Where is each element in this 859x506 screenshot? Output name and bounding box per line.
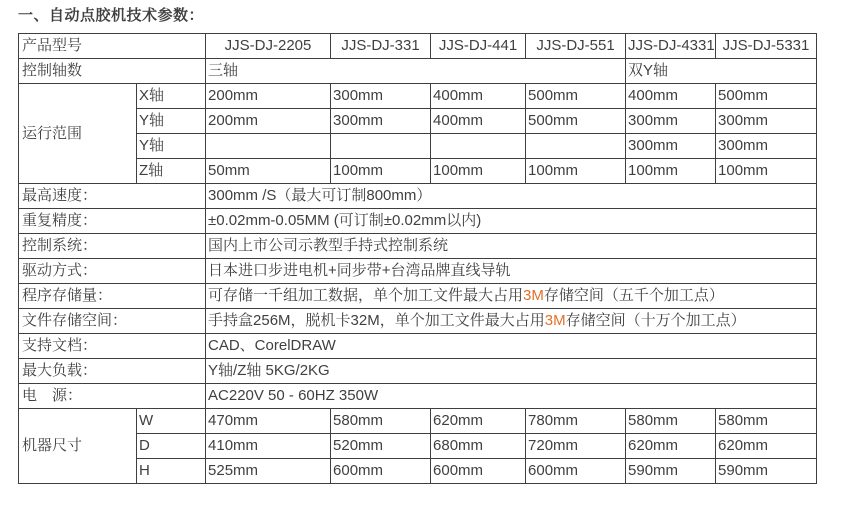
max-load-value: Y轴/Z轴 5KG/2KG: [206, 359, 817, 384]
table-row-models: [19, 34, 817, 59]
page-title: 一、自动点胶机技术参数：: [18, 7, 205, 24]
row-label-file-storage: 文件存储空间：: [19, 309, 206, 334]
model-header: JJS-DJ-4331: [626, 34, 716, 59]
program-storage-value: [206, 284, 817, 309]
range-value: 300mm: [331, 84, 431, 109]
table-row-axes: [19, 59, 817, 84]
size-value: 600mm: [526, 459, 626, 484]
table-row-range-z: [19, 159, 817, 184]
range-value: 500mm: [526, 84, 626, 109]
size-value: 410mm: [206, 434, 331, 459]
program-storage-highlight: 3M: [523, 287, 544, 304]
max-speed-value: 300mm /S（最大可订制800mm）: [206, 184, 817, 209]
model-header: JJS-DJ-331: [331, 34, 431, 59]
axis-sublabel: X轴: [137, 84, 206, 109]
dimension-sublabel: D: [137, 434, 206, 459]
model-header: JJS-DJ-5331: [716, 34, 817, 59]
range-value: 400mm: [431, 109, 526, 134]
axis-sublabel: Y轴: [137, 109, 206, 134]
row-label-axis-count: 控制轴数: [19, 59, 206, 84]
drive-method-value: 日本进口步进电机+同步带+台湾品牌直线导轨: [206, 259, 817, 284]
row-label-control-system: 控制系统：: [19, 234, 206, 259]
size-value: 590mm: [716, 459, 817, 484]
table-row-range-x: [19, 84, 817, 109]
table-row-file-storage: [19, 309, 817, 334]
table-row-control-system: [19, 234, 817, 259]
range-value: [526, 134, 626, 159]
table-row-size-w: [19, 409, 817, 434]
range-value: 100mm: [431, 159, 526, 184]
range-value: 200mm: [206, 109, 331, 134]
size-value: 680mm: [431, 434, 526, 459]
size-value: 520mm: [331, 434, 431, 459]
dimension-sublabel: W: [137, 409, 206, 434]
size-value: 780mm: [526, 409, 626, 434]
axis-sublabel: Z轴: [137, 159, 206, 184]
range-value: 300mm: [626, 109, 716, 134]
range-value: 50mm: [206, 159, 331, 184]
spec-table: [18, 33, 817, 484]
model-header: JJS-DJ-2205: [206, 34, 331, 59]
table-row-drive-method: [19, 259, 817, 284]
table-row-max-load: [19, 359, 817, 384]
row-label-supported-formats: 支持文档：: [19, 334, 206, 359]
range-value: 300mm: [716, 109, 817, 134]
file-storage-value: [206, 309, 817, 334]
row-label-machine-size: 机器尺寸: [19, 409, 137, 484]
row-label-program-storage: 程序存储量：: [19, 284, 206, 309]
range-value: 300mm: [716, 134, 817, 159]
size-value: 580mm: [626, 409, 716, 434]
size-value: 600mm: [431, 459, 526, 484]
table-row-size-h: [19, 459, 817, 484]
row-label-operating-range: 运行范围: [19, 84, 137, 184]
dimension-sublabel: H: [137, 459, 206, 484]
power-value: AC220V 50 - 60HZ 350W: [206, 384, 817, 409]
size-value: 590mm: [626, 459, 716, 484]
supported-formats-value: CAD、CorelDRAW: [206, 334, 817, 359]
control-system-value: 国内上市公司示教型手持式控制系统: [206, 234, 817, 259]
file-storage-text: 存储空间（十万个加工点）: [565, 312, 746, 329]
size-value: 580mm: [331, 409, 431, 434]
size-value: 620mm: [716, 434, 817, 459]
range-value: 300mm: [331, 109, 431, 134]
row-label-max-speed: 最高速度：: [19, 184, 206, 209]
file-storage-highlight: 3M: [544, 312, 566, 329]
range-value: 100mm: [526, 159, 626, 184]
size-value: 620mm: [626, 434, 716, 459]
size-value: 720mm: [526, 434, 626, 459]
repeat-accuracy-value: ±0.02mm-0.05MM (可订制±0.02mm以内): [206, 209, 817, 234]
row-label-drive-method: 驱动方式：: [19, 259, 206, 284]
size-value: 470mm: [206, 409, 331, 434]
row-label-power: 电 源：: [19, 384, 206, 409]
model-header: JJS-DJ-441: [431, 34, 526, 59]
range-value: 400mm: [431, 84, 526, 109]
table-row-range-y1: [19, 109, 817, 134]
range-value: [431, 134, 526, 159]
model-header: JJS-DJ-551: [526, 34, 626, 59]
size-value: 600mm: [331, 459, 431, 484]
axis-sublabel: Y轴: [137, 134, 206, 159]
row-label-product-model: 产品型号: [19, 34, 206, 59]
table-row-size-d: [19, 434, 817, 459]
table-row-max-speed: [19, 184, 817, 209]
row-label-repeat-accuracy: 重复精度：: [19, 209, 206, 234]
range-value: 100mm: [626, 159, 716, 184]
range-value: 300mm: [626, 134, 716, 159]
range-value: 100mm: [716, 159, 817, 184]
range-value: 400mm: [626, 84, 716, 109]
row-label-max-load: 最大负载：: [19, 359, 206, 384]
table-row-range-y2: [19, 134, 817, 159]
table-row-repeat-accuracy: [19, 209, 817, 234]
axes-value-triple: 三轴: [206, 59, 626, 84]
range-value: [331, 134, 431, 159]
axes-value-dual-y: 双Y轴: [626, 59, 817, 84]
size-value: 620mm: [431, 409, 526, 434]
table-row-supported-formats: [19, 334, 817, 359]
range-value: 200mm: [206, 84, 331, 109]
size-value: 580mm: [716, 409, 817, 434]
program-storage-text: 存储空间（五千个加工点）: [543, 287, 724, 304]
program-storage-text: 可存储一千组加工数据，单个加工文件最大占用: [208, 287, 524, 304]
table-row-program-storage: [19, 284, 817, 309]
range-value: [206, 134, 331, 159]
range-value: 100mm: [331, 159, 431, 184]
file-storage-text: 手持盒256M，脱机卡32M，单个加工文件最大占用: [208, 312, 545, 329]
range-value: 500mm: [716, 84, 817, 109]
size-value: 525mm: [206, 459, 331, 484]
range-value: 500mm: [526, 109, 626, 134]
table-row-power: [19, 384, 817, 409]
